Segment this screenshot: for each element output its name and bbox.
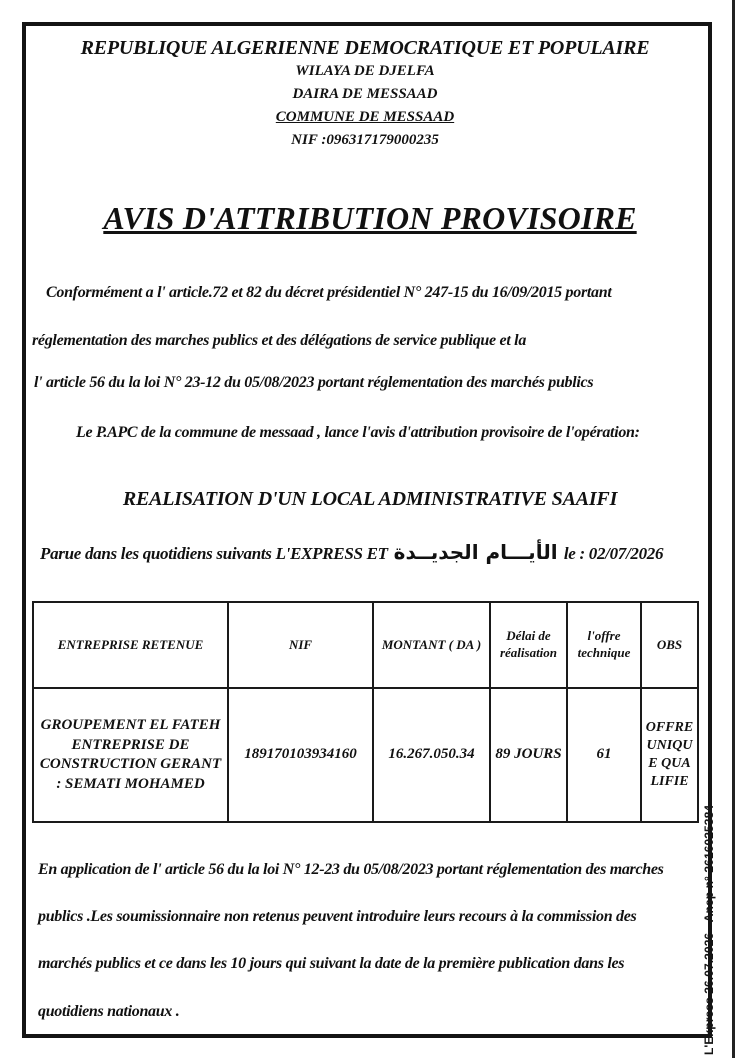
arabic-newspaper-name: الأيـــام الجديــدة xyxy=(393,540,558,564)
header-nif: NIF xyxy=(228,602,373,688)
footer-paragraph: En application de l' article 56 du la loi N° 12-23 du 05/08/2023 portant réglementation des marches publics .Les soumissionnaire non retenus peuvent introduire leurs recours à la commission des marchés publics et ce dans les 10 jours qui suivant la date de la première publication dans les quotidiens nationaux . xyxy=(38,861,664,1020)
publication-date: le : 02/07/2026 xyxy=(563,544,664,563)
column-rule xyxy=(732,0,735,1058)
publication-reference: L'Express 26.07.2026 - Anep n° 2616025384 xyxy=(702,804,716,1055)
cell-offre: 61 xyxy=(567,688,641,822)
daira-name: DAIRA DE MESSAAD xyxy=(292,86,438,102)
intro-line-2: réglementation des marches publics et des délégations de service publique et la xyxy=(32,332,527,349)
cell-nif: 189170103934160 xyxy=(228,688,373,822)
wilaya-name: WILAYA DE DJELFA xyxy=(295,63,435,79)
header-entreprise: ENTREPRISE RETENUE xyxy=(33,602,228,688)
table-header-row xyxy=(33,602,698,688)
commune-name: COMMUNE DE MESSAAD xyxy=(275,109,455,125)
intro-line-3: l' article 56 du la loi N° 23-12 du 05/08/2023 portant réglementation des marchés publics xyxy=(34,374,594,391)
intro-line-1: Conformément a l' article.72 et 82 du décret présidentiel N° 247-15 du 16/09/2015 portant xyxy=(46,284,612,301)
table-row xyxy=(33,688,698,822)
header-offre: l'offre technique xyxy=(567,602,641,688)
header-block xyxy=(60,38,670,156)
cell-entreprise: GROUPEMENT EL FATEH ENTREPRISE DE CONSTRUCTION GERANT : SEMATI MOHAMED xyxy=(33,688,228,822)
award-table xyxy=(32,601,699,823)
intro-line-4: Le P.APC de la commune de messaad , lance l'avis d'attribution provisoire de l'opération: xyxy=(76,424,640,441)
publication-prefix: Parue dans les quotidiens suivants L'EXPRESS ET xyxy=(40,544,388,563)
header-obs: OBS xyxy=(641,602,698,688)
cell-delai: 89 JOURS xyxy=(490,688,567,822)
cell-montant: 16.267.050.34 xyxy=(373,688,490,822)
header-delai: Délai de réalisation xyxy=(490,602,567,688)
nif-number: NIF :096317179000235 xyxy=(291,132,439,148)
notice-title: AVIS D'ATTRIBUTION PROVISOIRE xyxy=(103,200,637,236)
header-montant: MONTANT ( DA ) xyxy=(373,602,490,688)
publication-line xyxy=(40,540,663,564)
republic-name: REPUBLIQUE ALGERIENNE DEMOCRATIQUE ET POPULAIRE xyxy=(80,37,650,59)
operation-title: REALISATION D'UN LOCAL ADMINISTRATIVE SAAIFI xyxy=(122,488,618,510)
cell-obs: OFFRE UNIQUE QUALIFIE xyxy=(641,688,698,822)
